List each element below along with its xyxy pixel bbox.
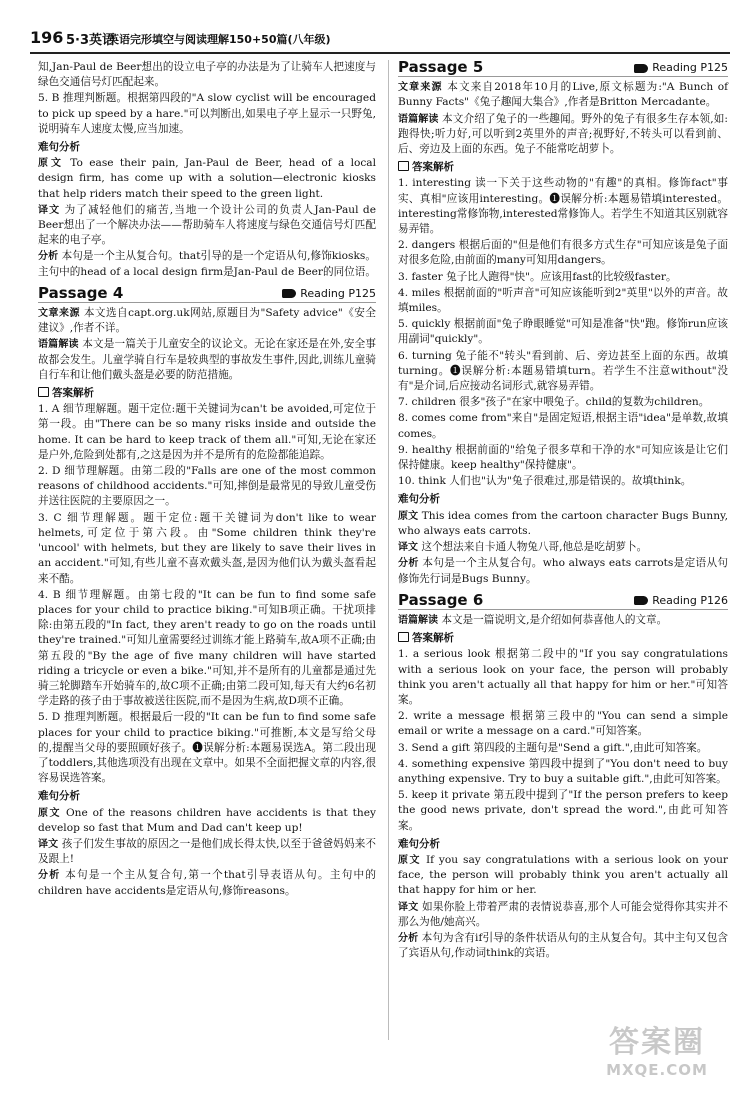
passage5-analysis [398,556,728,586]
original-label: 原文 [38,158,64,170]
watermark-line2: MXQE.COM [606,1061,708,1079]
passage6-translation [398,900,728,930]
source-text: 本文选自capt.org.uk网站,原题目为"Safety advice"《安全建议》,作者不详。 [38,307,376,335]
translation-text: 为了减轻他们的痛苦,当地一个设计公司的负责人Jan-Paul de Beer想出了一个解决办法——帮助骑车人将速度与绿色交通信号灯匹配起来的电子亭。 [38,203,376,247]
passage5-answer-8: 8. comes come from"来自"是固定短语,根据主语"idea"是单数,故填comes。 [398,412,728,440]
passage5-ref-text: Reading P125 [652,61,728,74]
original-label: 原文 [398,510,419,522]
passage4-answer-2: 2. D 细节理解题。由第二段的"Falls are one of the most common reasons of childhood accidents."可知,摔倒是最常见的导致儿童受伤并送往医院的主要原因之一。 [38,465,376,508]
passage6-header [398,590,728,610]
passage5-reading [398,112,728,158]
passage6-ref [634,593,728,608]
passage5-answer-7: 7. children 很多"孩子"在家中喂兔子。child的复数为children。 [398,396,710,409]
analysis-text: 本句是一个主从复合句,第一个that引导表语从句。主句中的children have accidents是定语从句,修饰reasons。 [38,869,376,897]
analysis-text: 本句为含有if引导的条件状语从句的主从复合句。其中主句又包含了宾语从句,作动词think的宾语。 [398,931,729,960]
passage5-difficult-heading: 难句分析 [398,493,440,506]
passage6-difficult-heading: 难句分析 [398,837,440,850]
passage6-reading [398,613,728,628]
answers-heading-text: 答案解析 [52,387,94,400]
passage4-difficult-heading: 难句分析 [38,790,80,803]
passage4-analysis [38,868,376,898]
reading-label: 语篇解读 [398,113,439,125]
difficult-translation [38,203,376,249]
reading-text: 本文是一篇关于儿童安全的议论文。无论在家还是在外,安全事故都会发生。儿童学骑自行车是较典型的事故发生事件,因此,训练儿童骑自行车和让他们戴头盔是必要的防范措施。 [38,338,376,381]
passage6-title: Passage 6 [398,590,484,609]
passage5-answer-9: 9. healthy 根据前面的"给兔子很多草和干净的水"可知应该是让它们保持健康。keep healthy"保持健康"。 [398,443,728,472]
reading-label: 语篇解读 [398,614,438,626]
translation-text: 如果你脸上带着严肃的表情说恭喜,那个人可能会觉得你其实并不那么为他/她高兴。 [398,900,729,928]
analysis-text: 本句是一个主从复合句。that引导的是一个定语从句,修饰kiosks。主句中的head of a local design firm是Jan-Paul de Beer的同位语。 [38,250,377,278]
passage4-reading [38,337,376,383]
column-divider [388,60,389,1040]
passage6-ref-text: Reading P126 [652,593,728,607]
lock-icon [38,387,49,397]
passage5-answer-2: 2. dangers 根据后面的"但是他们有很多方式生存"可知应该是兔子面对很多危险,由前面的many可知用dangers。 [398,239,728,267]
passage4-ref-text: Reading P125 [300,286,376,300]
source-label: 文章来源 [398,82,443,94]
passage4-answer-3: 3. C 细节理解题。题干定位:题干关键词为don't like to wear helmets,可定位于第六段。由"Some children think they're 'uncool' with helmets, but they are likely to save their lives in an accident."可知,有些儿童不喜欢戴头盔,是因为他们认为戴头盔看起来不酷。 [38,511,376,585]
difficult-original [38,156,376,202]
passage4-title: Passage 4 [38,283,124,302]
pointing-hand-icon [282,289,296,298]
passage4-original [38,806,376,836]
original-text: This idea comes from the cartoon character Bugs Bunny, who always eats carrots. [398,509,728,537]
answers-heading-text: 答案解析 [412,161,454,174]
original-text: To ease their pain, Jan-Paul de Beer, head of a local design firm, has come up with a solution—electronic kiosks that help riders match their speed to the green light. [38,157,377,200]
translation-label: 译文 [398,542,418,554]
translation-label: 译文 [38,204,61,216]
watermark-line1: 答案圈 [609,1025,705,1060]
passage5-answer-5: 5. quickly 根据前面"兔子睁眼睡觉"可知是准备"快"跑。修饰run应该用副词"quickly"。 [398,318,728,346]
source-label: 文章来源 [38,308,80,320]
passage5-answer-3: 3. faster 兔子比人跑得"快"。应该用fast的比较级faster。 [398,270,677,283]
lock-icon [398,161,409,171]
passage4-answer-5: 5. D 推理判断题。根据最后一段的"It can be fun to find some safe places for your child to practice biking."可推断,本文是写给父母的,提醒当父母的要照顾好孩子。❶误解分析:本题易误选A。第二段出现了toddlers,其他选项没有出现在文章中。如果不全面把握文章的内容,很容易误选答案。 [38,711,376,785]
page-header [30,26,730,54]
passage6-answer-4: 4. something expensive 第四段中提到了"You don't need to buy anything expensive. Try to buy a suitable gift.",由此可知答案。 [398,757,728,785]
translation-text: 孩子们发生事故的原因之一是他们成长得太快,以至于爸爸妈妈来不及跟上! [38,837,377,866]
page-number: 196 [30,28,64,47]
pointing-hand-icon [634,596,648,605]
book-title: 英语完形填空与阅读理解150+50篇(八年级) [108,33,331,46]
watermark [582,1025,732,1087]
passage5-header [398,60,728,77]
passage5-title: Passage 5 [398,58,484,76]
passage6-answer-1: 1. a serious look 根据第二段中的"If you say congratulations with a serious look on your face, the person will probably think you aren't actually all that happy for him or her."可知答案。 [398,648,728,706]
left-top-paragraph-2: 5. B 推理判断题。根据第四段的"A slow cyclist will be encouraged to pick up speed by a hare."可以判断出,如果电子亭上显示一只野兔,说明骑车人速度太慢,应当加速。 [38,92,376,135]
reading-label: 语篇解读 [38,339,79,351]
original-text: If you say congratulations with a serious look on your face, the person will probably think you aren't actually all that happy for him or her. [398,853,728,897]
passage5-answer-6: 6. turning 兔子能不"转头"看到前、后、旁边甚至上面的东西。故填turning。❶误解分析:本题易错填turn。若学生不注意without"没有"是介词,后应接动名词形式,就容易弄错。 [398,349,728,393]
passage5-ref [634,60,728,75]
brand-logo: 5·3英语 [66,33,116,48]
difficult-heading: 难句分析 [38,141,80,154]
analysis-label: 分析 [398,558,419,570]
analysis-label: 分析 [38,870,61,882]
passage5-translation [398,540,728,555]
passage4-translation [38,837,376,867]
passage6-answer-5: 5. keep it private 第五段中提到了"If the person prefers to keep the good news private, don't spread the word.",由此可知答案。 [398,789,728,832]
passage5-source [398,80,728,110]
passage6-answer-3: 3. Send a gift 第四段的主题句是"Send a gift.",由此可知答案。 [398,741,708,754]
translation-label: 译文 [398,901,419,913]
passage4-answer-1: 1. A 细节理解题。题干定位:题干关键词为can't be avoided,可定位于第一段。由"There can be so many risks inside and outside the home. It can be hard to keep track of them all."可知,无论在家还是户外,危险到处都有,之这是因为并不是所有的危险都能追踪。 [38,403,376,461]
reading-text: 本文介绍了兔子的一些趣闻。野外的兔子有很多生存本领,如:跑得快;听力好,可以听到2英里外的声音;视野好,不转头可以看到前、后、旁边及上面的东西。兔子不能常吃胡萝卜。 [398,112,729,156]
analysis-label: 分析 [38,251,59,263]
passage4-answer-4: 4. B 细节理解题。由第七段的"It can be fun to find some safe places for your child to practice biking."可知B项正确。干扰项排除:由第五段的"In fact, they aren't ready to go on the roads until they're trained."可知儿童需要经过训练才能上路骑车,故A项不正确;由第五段的"By the age of five many children will have started riding a tricycle or even a bike."可知,并不是所有的儿童都是通过先骑三轮脚踏车开始骑车的,故C项不正确;由第二段可知,每天有大约6名初学走路的孩子由于事故被送往医院,而不是因为生病,故D项不正确。 [38,588,376,708]
passage4-ref [282,286,376,301]
original-label: 原文 [38,807,62,819]
translation-text: 这个想法来自卡通人物兔八哥,他总是吃胡萝卜。 [421,541,648,554]
passage6-answer-2: 2. write a message 根据第三段中的"You can send a simple email or write a message on a card."可知答案。 [398,710,728,738]
passage4-answers-heading [38,386,376,401]
original-label: 原文 [398,854,422,866]
passage5-answer-4: 4. miles 根据前面的"听声音"可知应该能听到2"英里"以外的声音。故填miles。 [398,286,728,315]
answers-heading-text: 答案解析 [412,632,454,645]
passage6-original [398,853,728,899]
translation-label: 译文 [38,838,59,850]
analysis-text: 本句是一个主从复合句。who always eats carrots是定语从句修饰先行词是Bugs Bunny。 [398,557,729,585]
pointing-hand-icon [634,64,648,73]
left-column [38,60,376,900]
passage6-answers-heading [398,631,728,646]
left-top-paragraph-1: 知,Jan-Paul de Beer想出的设立电子亭的办法是为了让骑车人把速度与绿色交通信号灯匹配起来。 [38,61,376,89]
passage5-answers-heading [398,160,728,175]
passage5-answer-10: 10. think 人们也"认为"兔子很难过,那是错误的。故填think。 [398,475,692,488]
original-text: One of the reasons children have accidents is that they develop so fast that Mum and Dad can't keep up! [38,806,376,834]
reading-text: 本文是一篇说明文,是介绍如何恭喜他人的文章。 [441,613,668,626]
lock-icon [398,632,409,642]
passage6-analysis [398,931,728,961]
source-text: 本文来自2018年10月的Live,原文标题为:"A Bunch of Bunny Facts"《兔子趣闻大集合》,作者是Britton Mercadante。 [398,81,729,109]
difficult-analysis [38,249,376,279]
analysis-label: 分析 [398,932,419,944]
passage5-answer-1: 1. interesting 读一下关于这些动物的"有趣"的真相。修饰fact"事实、真相"应该用interesting。❶误解分析:本题易错填interested。interesting常修饰物,interested常修饰人。若学生不知道其区别就容易弄错。 [398,177,728,236]
passage5-original [398,509,728,539]
passage4-source [38,306,376,336]
passage4-header [38,283,376,303]
right-column [398,60,728,962]
